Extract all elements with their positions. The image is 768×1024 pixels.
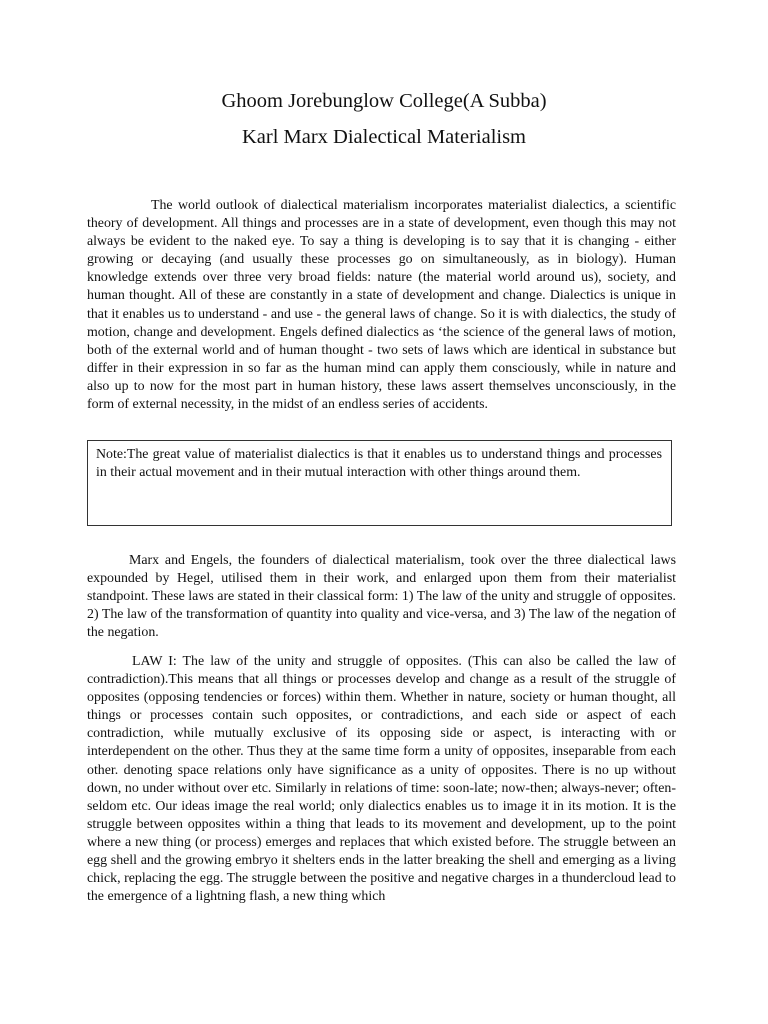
paragraph-three-laws: Marx and Engels, the founders of dialectical materialism, took over the three dialectical laws expounded by Hegel, utilised them in their work, and enlarged upon them from their materialist standpoint. These laws are stated in their classical form: 1) The law of the unity and struggle of opposites. 2) The law of the transformation of quantity into quality and vice-versa, and 3) The law of the negation of the negation.	[87, 553, 676, 641]
paragraph-law-one: LAW I: The law of the unity and struggle of opposites. (This can also be called the law of contradiction).This means that all things or processes develop and change as a result of the struggle of opposites (opposing tendencies or forces) within them. Whether in nature, society or human thought, all things or processes contain such opposites, or contradictions, and each side or aspect of each contradiction, while mutually exclusive of its opposing side or aspect, is interacting with or interdependent on the other. Thus they at the same time form a unity of opposites, inseparable from each other. denoting space relations only have significance as a unity of opposites. There is no up without down, no under without over etc. Similarly in relations of time: soon-late; now-then; always-never; often-seldom etc. Our ideas image the real world; only dialectics enables us to image it in its motion. It is the struggle between opposites within a thing that leads to its movement and development, up to the point where a new thing (or process) emerges and replaces that which existed before. The struggle between an egg shell and the growing embryo it shelters ends in the latter breaking the shell and emerging as a living chick, replacing the egg. The struggle between the positive and negative charges in a thundercloud lead to the emergence of a lightning flash, a new thing which	[87, 654, 676, 905]
paragraph-dialectical-materialism-intro: The world outlook of dialectical materialism incorporates materialist dialectics, a scientific theory of development. All things and processes are in a state of development, even though this may not always be evident to the naked eye. To say a thing is developing is to say that it is changing - either growing or decaying (and usually these processes go on simultaneously, as in biology). Human knowledge extends over three very broad fields: nature (the material world around us), society, and human thought. All of these are constantly in a state of development and change. Dialectics is unique in that it enables us to understand - and use - the general laws of change. So it is with dialectics, the study of motion, change and development. Engels defined dialectics as ‘the science of the general laws of motion, both of the external world and of human thought - two sets of laws which are identical in substance but differ in their expression in so far as the human mind can apply them consciously, while in nature and also up to now for the most part in human history, these laws assert themselves unconsciously, in the form of external necessity, in the midst of an endless series of accidents.	[87, 198, 676, 413]
document-title: Ghoom Jorebunglow College(A Subba)	[221, 90, 547, 112]
note-box: Note:The great value of materialist dialectics is that it enables us to understand things and processes in their actual movement and in their mutual interaction with other things around them.	[87, 440, 672, 526]
document-subtitle: Karl Marx Dialectical Materialism	[241, 126, 527, 148]
